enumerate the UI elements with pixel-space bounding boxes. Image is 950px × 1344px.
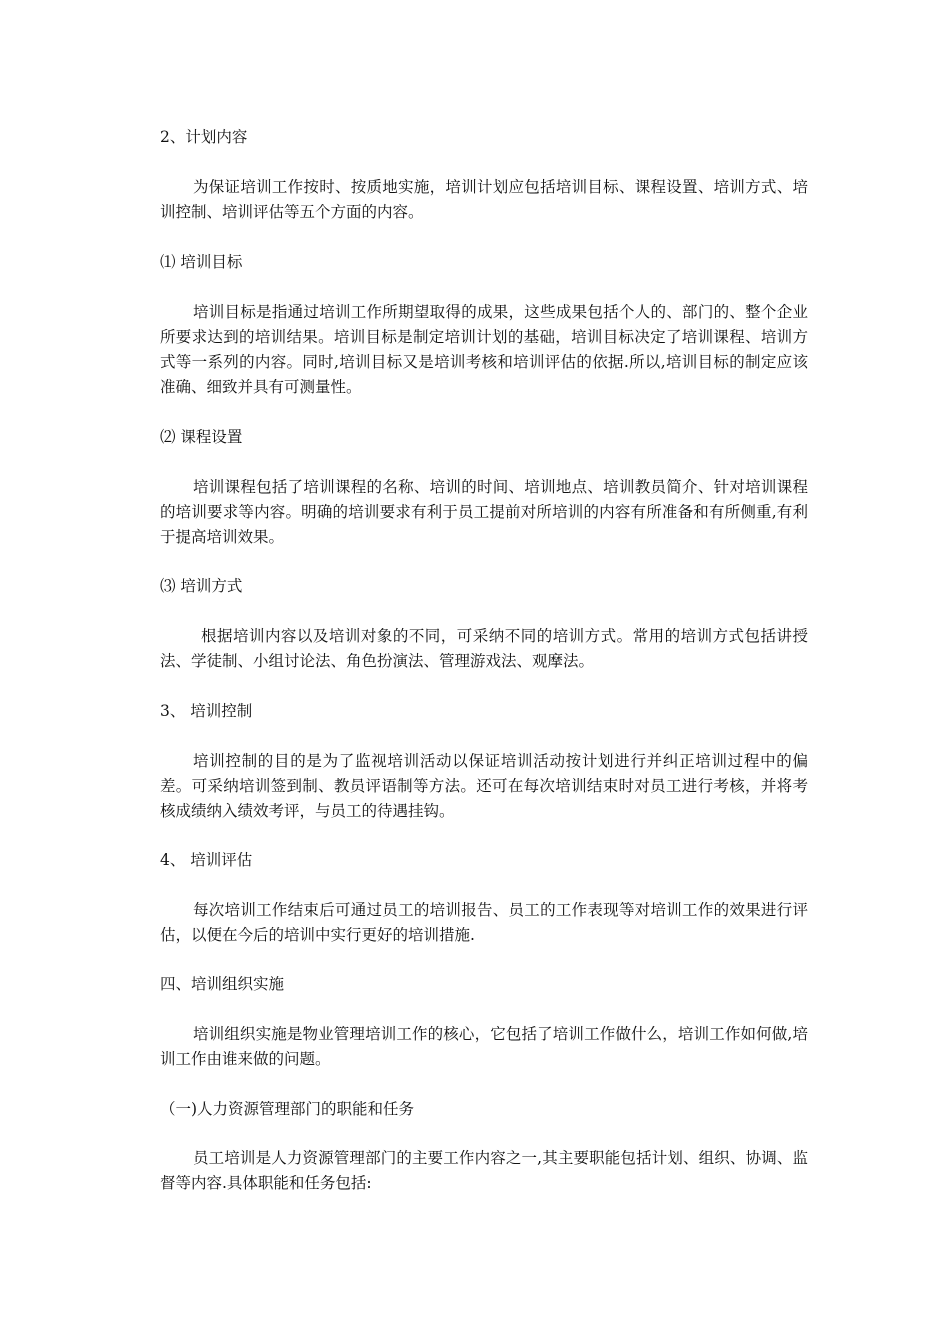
paragraph-training-methods: 根据培训内容以及培训对象的不同，可采纳不同的培训方式。常用的培训方式包括讲授法、学徒制、小组讨论法、角色扮演法、管理游戏法、观摩法。 xyxy=(160,627,808,670)
paragraph-training-implementation: 培训组织实施是物业管理培训工作的核心，它包括了培训工作做什么，培训工作如何做,培训工作由谁来做的问题。 xyxy=(160,1025,808,1068)
section-heading-training-implementation: 四、培训组织实施 xyxy=(160,975,285,993)
subheading-training-goals: ⑴ 培训目标 xyxy=(160,253,243,271)
section-heading-training-control: 3、 培训控制 xyxy=(160,702,253,720)
paragraph-hr-department-duties: 员工培训是人力资源管理部门的主要工作内容之一,其主要职能包括计划、组织、协调、监督等内容.具体职能和任务包括: xyxy=(160,1149,808,1192)
subheading-course-settings: ⑵ 课程设置 xyxy=(160,428,243,446)
paragraph-plan-intro: 为保证培训工作按时、按质地实施，培训计划应包括培训目标、课程设置、培训方式、培训控制、培训评估等五个方面的内容。 xyxy=(160,178,808,221)
subheading-hr-department-duties: （一)人力资源管理部门的职能和任务 xyxy=(160,1100,415,1118)
paragraph-training-evaluation: 每次培训工作结束后可通过员工的培训报告、员工的工作表现等对培训工作的效果进行评估，以便在今后的培训中实行更好的培训措施. xyxy=(160,901,808,944)
paragraph-training-goals: 培训目标是指通过培训工作所期望取得的成果，这些成果包括个人的、部门的、整个企业所要求达到的培训结果。培训目标是制定培训计划的基础，培训目标决定了培训课程、培训方式等一系列的内容。同时,培训目标又是培训考核和培训评估的依据.所以,培训目标的制定应该准确、细致并具有可测量性。 xyxy=(160,303,808,396)
paragraph-training-control: 培训控制的目的是为了监视培训活动以保证培训活动按计划进行并纠正培训过程中的偏差。可采纳培训签到制、教员评语制等方法。还可在每次培训结束时对员工进行考核，并将考核成绩纳入绩效考评，与员工的待遇挂钩。 xyxy=(160,752,808,820)
section-heading-plan-content: 2、计划内容 xyxy=(160,128,248,146)
section-heading-training-evaluation: 4、 培训评估 xyxy=(160,851,253,869)
paragraph-course-settings: 培训课程包括了培训课程的名称、培训的时间、培训地点、培训教员简介、针对培训课程的培训要求等内容。明确的培训要求有利于员工提前对所培训的内容有所准备和有所侧重,有利于提高培训效果。 xyxy=(160,478,808,546)
subheading-training-methods: ⑶ 培训方式 xyxy=(160,577,243,595)
